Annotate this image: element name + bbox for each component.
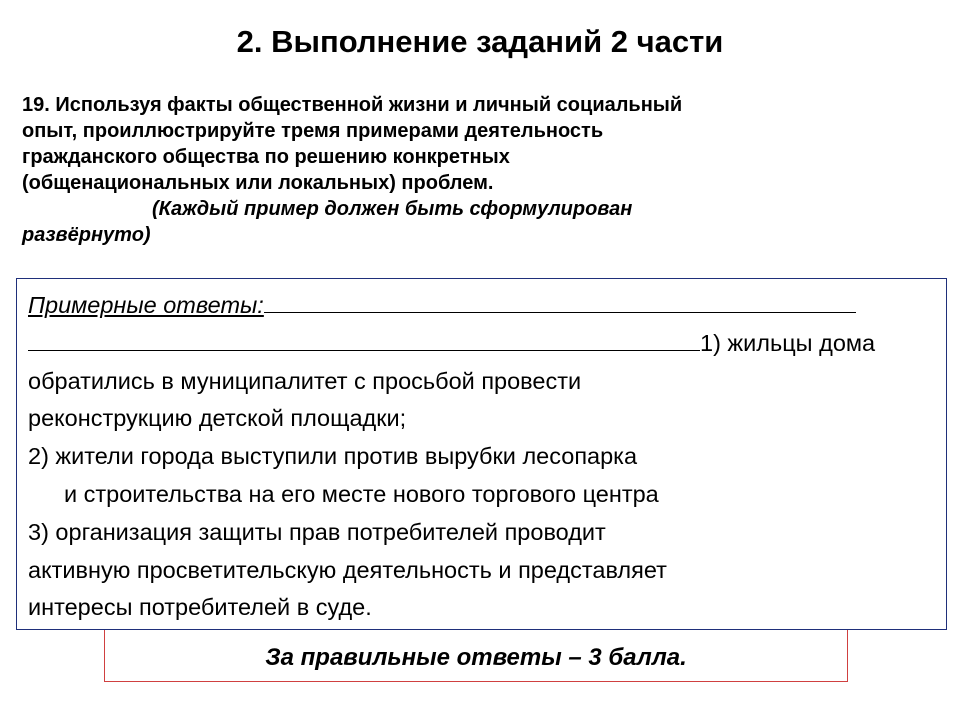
answer-line: 3) организация защиты прав потребителей проводит (28, 518, 606, 545)
answer-line: активную просветительскую деятельность и представляет (28, 556, 667, 583)
score-text: За правильные ответы – 3 балла. (265, 644, 687, 671)
answer-line: и строительства на его месте нового торгового центра (64, 480, 659, 507)
answer-line (28, 325, 936, 363)
task-note-line: (Каждый пример должен быть сформулирован (152, 198, 633, 220)
underline-rule (264, 290, 856, 313)
task-line: гражданского общества по решению конкретных (22, 146, 510, 168)
task-line: опыт, проиллюстрируйте тремя примерами деятельность (22, 120, 604, 142)
answers-box (16, 278, 947, 630)
answer-line: обратились в муниципалитет с просьбой провести (28, 367, 582, 394)
slide-title: 2. Выполнение заданий 2 части (236, 24, 724, 59)
answer-text: 1) жильцы дома (700, 329, 876, 356)
answers-heading: Примерные ответы: (28, 292, 264, 318)
task-statement (22, 92, 922, 248)
answer-line: интересы потребителей в суде. (28, 594, 372, 621)
task-note-line: развёрнуто) (22, 224, 151, 246)
task-line: (общенациональных или локальных) проблем. (22, 172, 494, 194)
score-box (104, 624, 848, 682)
answer-line: реконструкцию детской площадки; (28, 405, 407, 432)
answers-heading-line (28, 287, 936, 325)
answer-line: 2) жители города выступили против вырубки лесопарка (28, 443, 638, 470)
task-line: 19. Используя факты общественной жизни и личный социальный (22, 94, 683, 116)
underline-rule (28, 328, 700, 351)
